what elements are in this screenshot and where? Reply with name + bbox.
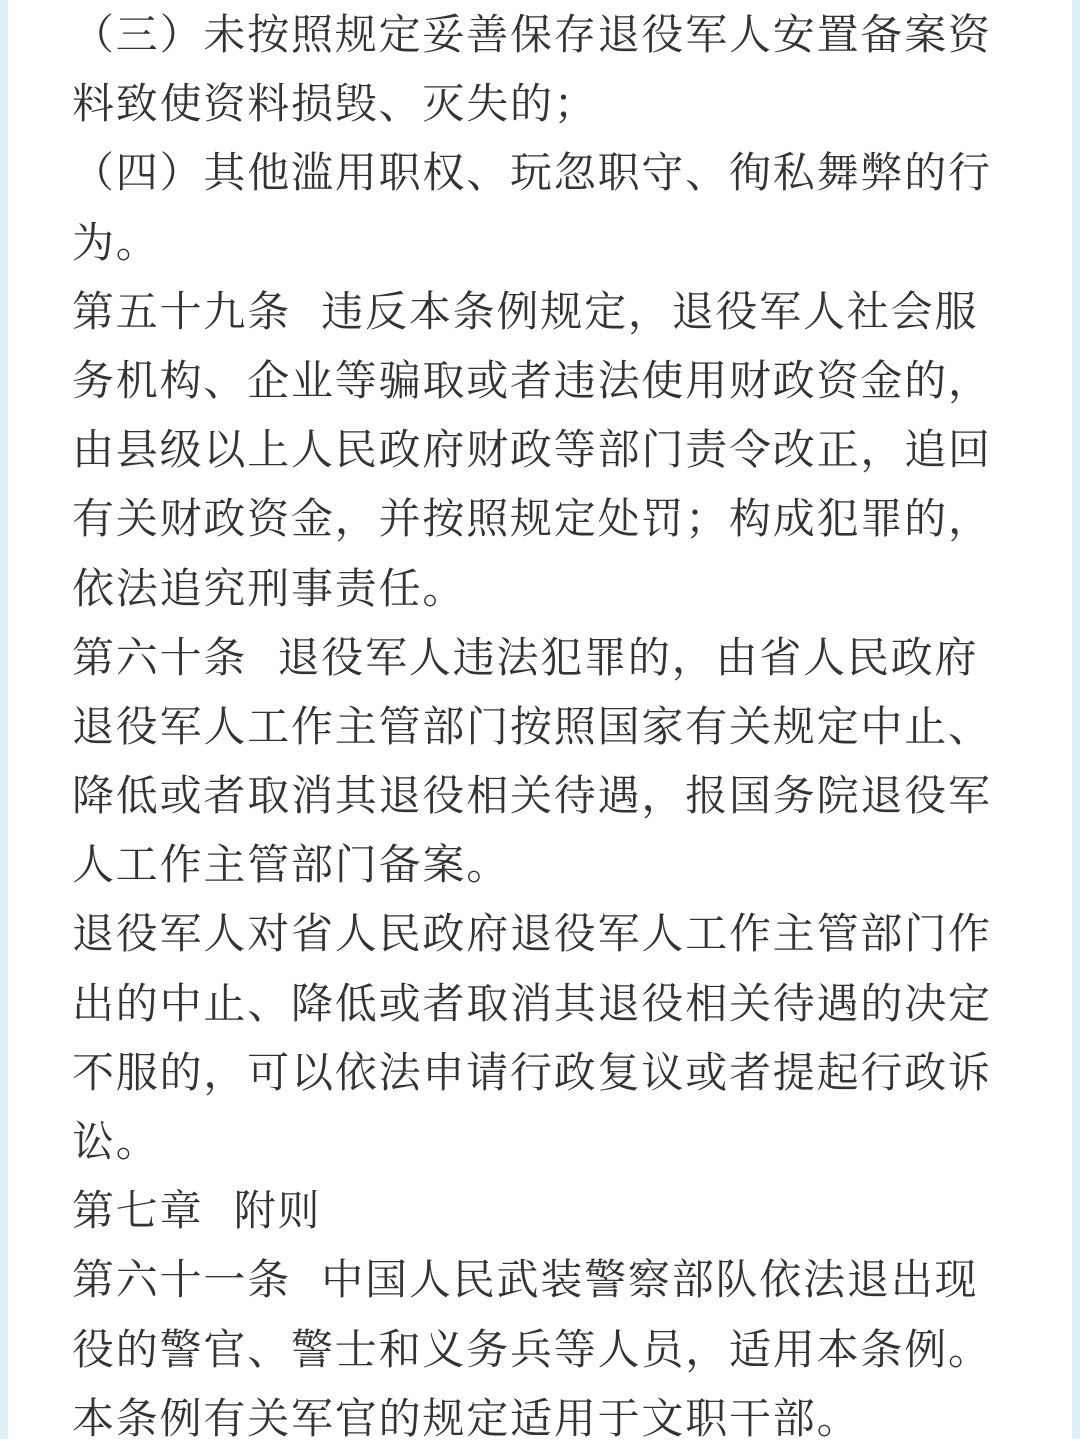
text-line: 为。: [72, 217, 160, 267]
text-line: 务机构、企业等骗取或者违法使用财政资金的，: [72, 355, 992, 405]
article-61-line: 第六十一条 中国人民武装警察部队依法退出现: [72, 1255, 979, 1305]
chapter-7-heading: 第七章 附则: [72, 1186, 322, 1236]
text-line: 降低或者取消其退役相关待遇，报国务院退役军: [72, 771, 992, 821]
text-line: 退役军人工作主管部门按照国家有关规定中止、: [72, 701, 992, 751]
text-line: 有关财政资金，并按照规定处罚；构成犯罪的，: [72, 494, 992, 544]
text-line: 退役军人对省人民政府退役军人工作主管部门作: [72, 909, 992, 959]
text-line: 本条例有关军官的规定适用于文职干部。: [72, 1393, 861, 1443]
article-60-line: 第六十条 退役军人违法犯罪的，由省人民政府: [72, 632, 979, 682]
text-line: 出的中止、降低或者取消其退役相关待遇的决定: [72, 978, 992, 1028]
text-line: 料致使资料损毁、灭失的；: [72, 79, 598, 129]
right-margin-bar: [1072, 0, 1080, 1439]
text-line: （三）未按照规定妥善保存退役军人安置备案资: [72, 10, 992, 59]
text-line: 人工作主管部门备案。: [72, 840, 511, 890]
article-59-line: 第五十九条 违反本条例规定，退役军人社会服: [72, 286, 979, 336]
text-line: 讼。: [72, 1117, 160, 1166]
left-margin-bar: [0, 0, 8, 1439]
text-line: 不服的，可以依法申请行政复议或者提起行政诉: [72, 1047, 992, 1097]
text-line: 由县级以上人民政府财政等部门责令改正，追回: [72, 425, 992, 475]
text-line: 役的警官、警士和义务兵等人员，适用本条例。: [72, 1324, 992, 1374]
text-line: 依法追究刑事责任。: [72, 563, 467, 613]
text-line: （四）其他滥用职权、玩忽职守、徇私舞弊的行: [72, 148, 992, 198]
document-body: [72, 0, 1012, 1453]
